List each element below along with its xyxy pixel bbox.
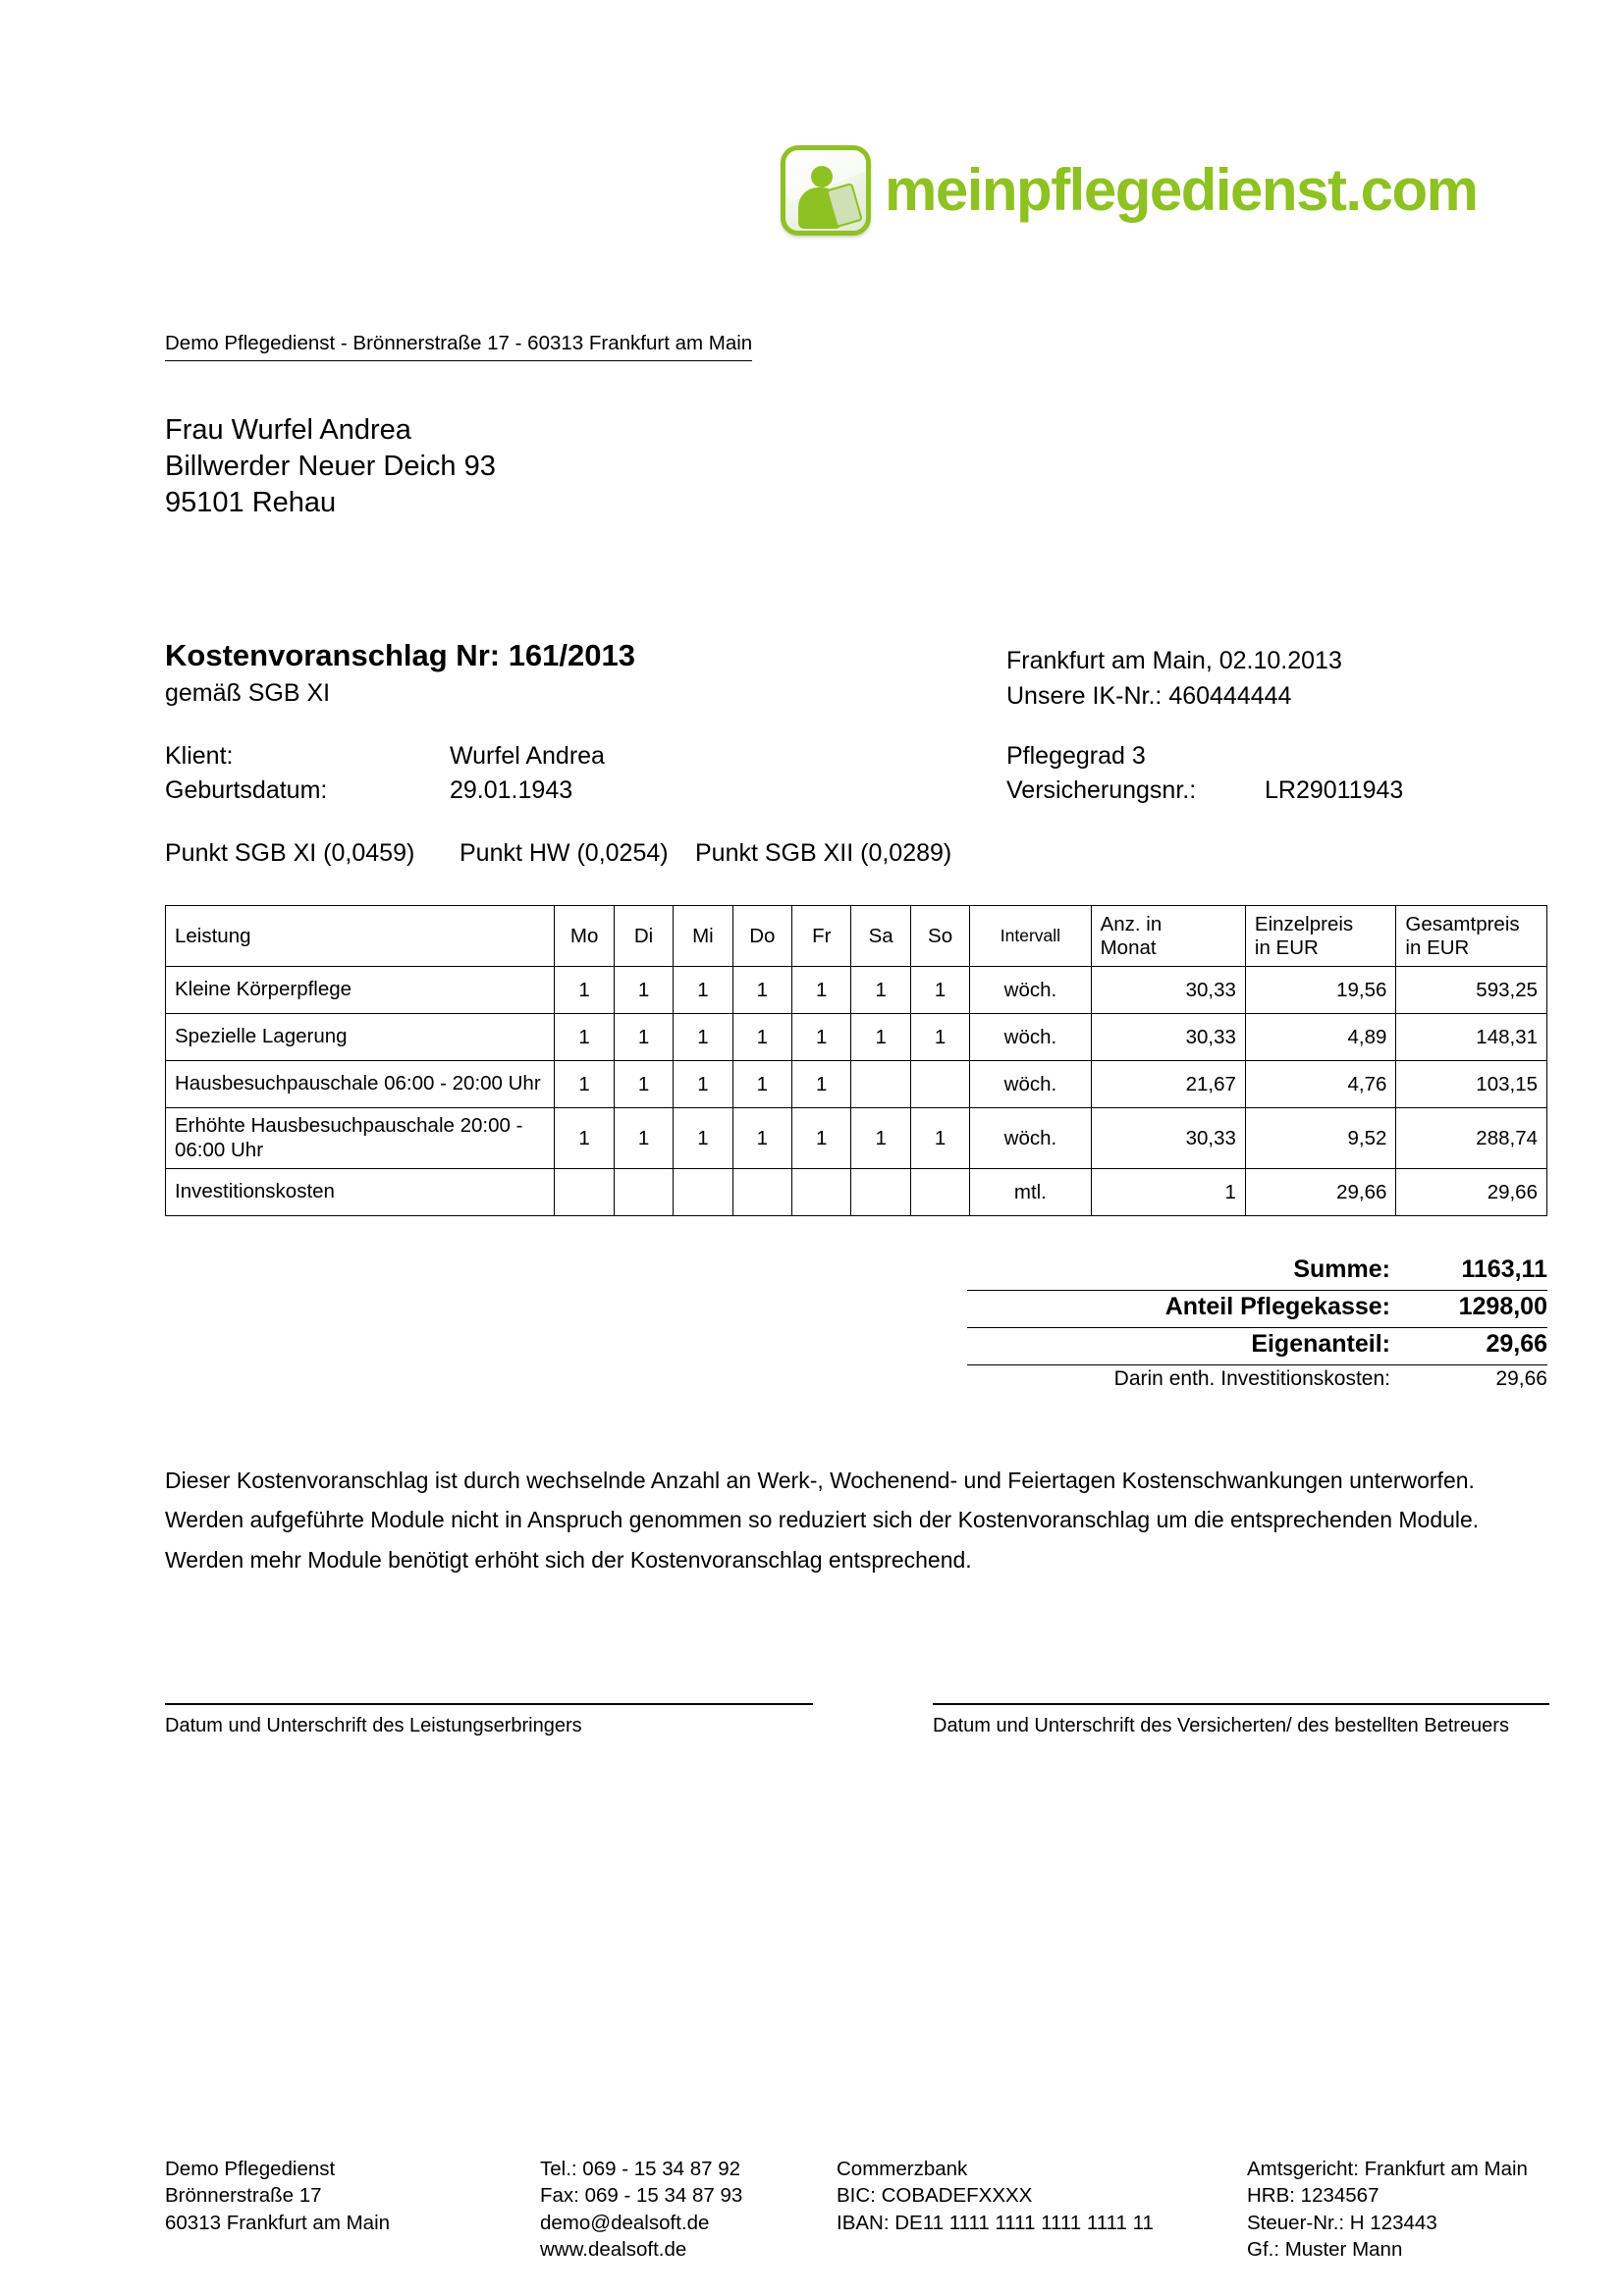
summe-value: 1163,11 xyxy=(1461,1255,1547,1283)
signature-provider xyxy=(165,1703,813,1738)
investitionskosten-label: Darin enth. Investitionskosten: xyxy=(1113,1367,1390,1390)
cell-anzahl: 30,33 xyxy=(1091,1014,1245,1061)
pflegekasse-value: 1298,00 xyxy=(1458,1293,1547,1320)
cell-sa: 1 xyxy=(851,1108,910,1169)
pflegegrad-value: Pflegegrad 3 xyxy=(1006,742,1146,770)
cell-gesamtpreis: 593,25 xyxy=(1396,967,1547,1014)
cell-so: 1 xyxy=(910,967,969,1014)
document-meta xyxy=(1006,643,1342,715)
services-table xyxy=(165,905,1547,1216)
col-gesamtpreis-line2: in EUR xyxy=(1405,935,1470,959)
col-einzelpreis-line1: Einzelpreis xyxy=(1254,912,1354,935)
cell-mi: 1 xyxy=(674,1061,732,1108)
col-di: Di xyxy=(614,906,673,967)
table-row xyxy=(166,967,1547,1014)
cell-di: 1 xyxy=(614,1014,673,1061)
footer-email[interactable]: demo@dealsoft.de xyxy=(540,2211,710,2234)
cell-leistung: Erhöhte Hausbesuchpauschale 20:00 - 06:00 Uhr xyxy=(166,1108,555,1169)
cell-so xyxy=(910,1169,969,1216)
cell-so xyxy=(910,1061,969,1108)
signature-line-insured xyxy=(933,1703,1549,1705)
cell-fr: 1 xyxy=(792,1014,851,1061)
ik-number: Unsere IK-Nr.: 460444444 xyxy=(1006,682,1292,711)
cell-sa: 1 xyxy=(851,967,910,1014)
signature-label-provider: Datum und Unterschrift des Leistungserbringers xyxy=(165,1715,582,1736)
client-details-right xyxy=(1006,739,1403,807)
cell-di: 1 xyxy=(614,1061,673,1108)
col-do: Do xyxy=(732,906,791,967)
footer-managing-director: Gf.: Muster Mann xyxy=(1247,2237,1403,2261)
footer-hrb: HRB: 1234567 xyxy=(1247,2184,1380,2208)
cell-leistung: Hausbesuchpauschale 06:00 - 20:00 Uhr xyxy=(166,1061,555,1108)
cell-fr: 1 xyxy=(792,967,851,1014)
cell-di xyxy=(614,1169,673,1216)
footer-contact-column xyxy=(540,2156,837,2263)
summary-row-pflegekasse xyxy=(967,1291,1547,1328)
summary-row-eigenanteil xyxy=(967,1328,1547,1365)
col-anzahl-line2: Monat xyxy=(1100,935,1157,959)
footer-website[interactable]: www.dealsoft.de xyxy=(540,2237,687,2261)
services-table-body xyxy=(166,967,1547,1216)
cell-intervall: wöch. xyxy=(970,967,1091,1014)
signature-line-provider xyxy=(165,1703,813,1705)
cell-fr: 1 xyxy=(792,1108,851,1169)
logo-person-head xyxy=(811,166,833,187)
pflegegrad-row xyxy=(1006,739,1403,774)
footer-company-street: Brönnerstraße 17 xyxy=(165,2184,322,2208)
cell-einzelpreis: 29,66 xyxy=(1245,1169,1396,1216)
cell-so: 1 xyxy=(910,1108,969,1169)
col-mo: Mo xyxy=(555,906,614,967)
footer-bank-column xyxy=(837,2156,1247,2263)
cell-fr: 1 xyxy=(792,1061,851,1108)
cell-do: 1 xyxy=(732,1061,791,1108)
col-anzahl xyxy=(1091,906,1245,967)
punkt-values-line xyxy=(165,839,951,868)
col-leistung: Leistung xyxy=(166,906,555,967)
col-einzelpreis xyxy=(1245,906,1396,967)
footer-company-column xyxy=(165,2156,540,2263)
col-fr: Fr xyxy=(792,906,851,967)
col-gesamtpreis-line1: Gesamtpreis xyxy=(1405,912,1520,935)
page-title: Kostenvoranschlag Nr: 161/2013 xyxy=(165,638,635,672)
cell-intervall: wöch. xyxy=(970,1061,1091,1108)
footer-court: Amtsgericht: Frankfurt am Main xyxy=(1247,2158,1528,2180)
klient-label: Klient: xyxy=(165,742,234,770)
col-so: So xyxy=(910,906,969,967)
cell-intervall: wöch. xyxy=(970,1108,1091,1169)
recipient-street: Billwerder Neuer Deich 93 xyxy=(165,450,496,482)
birthdate-row xyxy=(165,774,605,808)
footer-company-name: Demo Pflegedienst xyxy=(165,2158,336,2180)
cell-gesamtpreis: 288,74 xyxy=(1396,1108,1547,1169)
place-date: Frankfurt am Main, 02.10.2013 xyxy=(1006,647,1342,674)
footer-tax-number: Steuer-Nr.: H 123443 xyxy=(1247,2211,1437,2234)
cell-mi: 1 xyxy=(674,967,732,1014)
page-footer xyxy=(165,2156,1549,2263)
footer-phone: Tel.: 069 - 15 34 87 92 xyxy=(540,2158,741,2180)
brand-logo-text: meinpflegedienst.com xyxy=(885,157,1478,223)
cell-di: 1 xyxy=(614,1108,673,1169)
cell-anzahl: 30,33 xyxy=(1091,967,1245,1014)
footer-iban: IBAN: DE11 1111 1111 1111 1111 11 xyxy=(837,2211,1154,2234)
cell-sa xyxy=(851,1169,910,1216)
cell-so: 1 xyxy=(910,1014,969,1061)
table-row xyxy=(166,1108,1547,1169)
cell-mo: 1 xyxy=(555,1061,614,1108)
col-einzelpreis-line2: in EUR xyxy=(1254,935,1319,959)
summary-row-investitionskosten xyxy=(967,1365,1547,1397)
cell-gesamtpreis: 148,31 xyxy=(1396,1014,1547,1061)
page-subtitle: gemäß SGB XI xyxy=(165,679,331,707)
cell-mo xyxy=(555,1169,614,1216)
punkt-sgb-xii: Punkt SGB XII (0,0289) xyxy=(695,839,952,867)
summary-row-summe xyxy=(967,1254,1547,1291)
cell-mo: 1 xyxy=(555,1108,614,1169)
cell-di: 1 xyxy=(614,967,673,1014)
recipient-address-block xyxy=(165,412,496,520)
cell-sa: 1 xyxy=(851,1014,910,1061)
caregiver-tablet-icon xyxy=(781,145,871,236)
cell-leistung: Kleine Körperpflege xyxy=(166,967,555,1014)
klient-value: Wurfel Andrea xyxy=(450,742,605,770)
eigenanteil-label: Eigenanteil: xyxy=(1251,1330,1390,1358)
cell-mo: 1 xyxy=(555,1014,614,1061)
col-intervall: Intervall xyxy=(970,906,1091,967)
versicherungsnr-label: Versicherungsnr.: xyxy=(1006,775,1197,804)
cell-einzelpreis: 4,76 xyxy=(1245,1061,1396,1108)
cell-mi xyxy=(674,1169,732,1216)
disclaimer-text: Dieser Kostenvoranschlag ist durch wechselnde Anzahl an Werk-, Wochenend- und Feiertagen Kostenschwankungen unterworfen. Werden aufgeführte Module nicht in Anspruch genommen so reduziert sich der Kostenvoranschlag um die entsprechenden Module. Werden mehr Module benötigt erhöht sich der Kostenvoranschlag entsprechend. xyxy=(165,1468,1480,1573)
cell-leistung: Spezielle Lagerung xyxy=(166,1014,555,1061)
cell-sa xyxy=(851,1061,910,1108)
cell-anzahl: 1 xyxy=(1091,1169,1245,1216)
cell-anzahl: 30,33 xyxy=(1091,1108,1245,1169)
cell-fr xyxy=(792,1169,851,1216)
cell-do: 1 xyxy=(732,967,791,1014)
geburtsdatum-label: Geburtsdatum: xyxy=(165,775,328,804)
client-row xyxy=(165,739,605,774)
table-row xyxy=(166,1014,1547,1061)
signature-label-insured: Datum und Unterschrift des Versicherten/ des bestellten Betreuers xyxy=(933,1715,1509,1736)
cell-do: 1 xyxy=(732,1014,791,1061)
cell-einzelpreis: 9,52 xyxy=(1245,1108,1396,1169)
footer-legal-column xyxy=(1247,2156,1549,2263)
col-gesamtpreis xyxy=(1396,906,1547,967)
geburtsdatum-value: 29.01.1943 xyxy=(450,775,573,804)
client-details-left xyxy=(165,739,605,807)
cell-mo: 1 xyxy=(555,967,614,1014)
summary-totals xyxy=(967,1254,1547,1397)
investitionskosten-value: 29,66 xyxy=(1495,1367,1547,1390)
brand-logo xyxy=(781,145,1477,236)
cell-anzahl: 21,67 xyxy=(1091,1061,1245,1108)
cell-einzelpreis: 19,56 xyxy=(1245,967,1396,1014)
table-row xyxy=(166,1061,1547,1108)
pflegekasse-label: Anteil Pflegekasse: xyxy=(1164,1293,1390,1320)
cell-intervall: wöch. xyxy=(970,1014,1091,1061)
footer-fax: Fax: 069 - 15 34 87 93 xyxy=(540,2184,743,2208)
cell-leistung: Investitionskosten xyxy=(166,1169,555,1216)
cell-do xyxy=(732,1169,791,1216)
cell-mi: 1 xyxy=(674,1108,732,1169)
footer-bank-name: Commerzbank xyxy=(837,2158,968,2180)
table-row xyxy=(166,1169,1547,1216)
recipient-city: 95101 Rehau xyxy=(165,486,337,518)
insurance-row xyxy=(1006,774,1403,808)
cell-gesamtpreis: 103,15 xyxy=(1396,1061,1547,1108)
cell-einzelpreis: 4,89 xyxy=(1245,1014,1396,1061)
cell-mi: 1 xyxy=(674,1014,732,1061)
signature-insured xyxy=(933,1703,1549,1738)
footer-bic: BIC: COBADEFXXXX xyxy=(837,2184,1033,2208)
col-sa: Sa xyxy=(851,906,910,967)
cell-do: 1 xyxy=(732,1108,791,1169)
punkt-sgb-xi: Punkt SGB XI (0,0459) xyxy=(165,839,415,867)
punkt-hw: Punkt HW (0,0254) xyxy=(460,839,669,867)
eigenanteil-value: 29,66 xyxy=(1486,1330,1547,1358)
col-mi: Mi xyxy=(674,906,732,967)
sender-address-line: Demo Pflegedienst - Brönnerstraße 17 - 60313 Frankfurt am Main xyxy=(165,332,752,361)
col-anzahl-line1: Anz. in xyxy=(1100,912,1163,935)
versicherungsnr-value: LR29011943 xyxy=(1265,775,1404,804)
table-header-row xyxy=(166,906,1547,967)
recipient-name: Frau Wurfel Andrea xyxy=(165,414,411,446)
summe-label: Summe: xyxy=(1293,1255,1390,1283)
cell-intervall: mtl. xyxy=(970,1169,1091,1216)
footer-company-city: 60313 Frankfurt am Main xyxy=(165,2211,391,2234)
cell-gesamtpreis: 29,66 xyxy=(1396,1169,1547,1216)
